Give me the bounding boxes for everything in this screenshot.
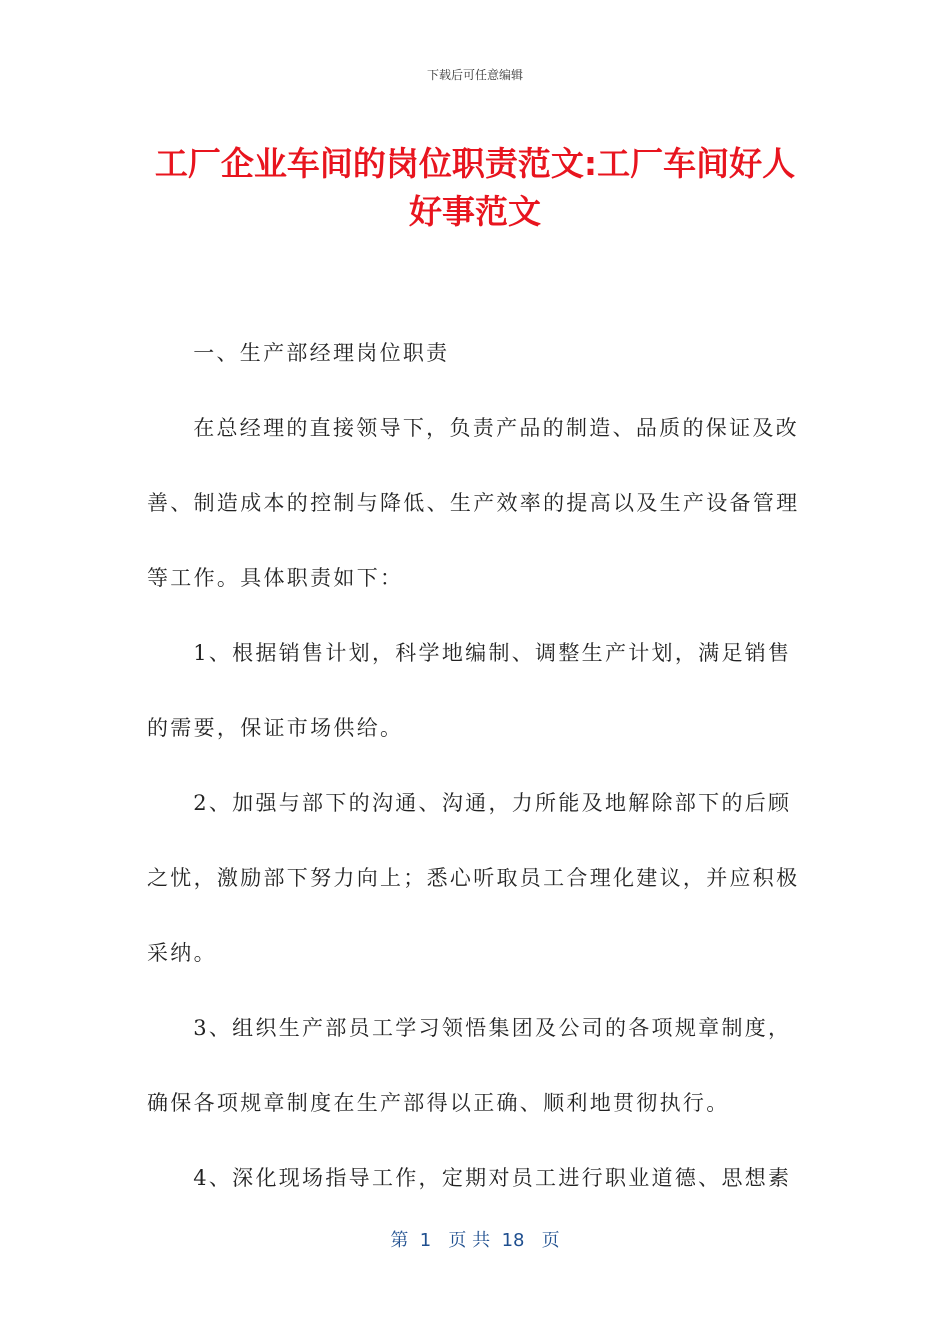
document-body (147, 316, 807, 1216)
paragraph-item-4: 4、深化现场指导工作，定期对员工进行职业道德、思想素 (193, 1166, 792, 1190)
section-heading: 一、生产部经理岗位职责 (193, 341, 450, 365)
paragraph-item-1: 1、根据销售计划，科学地编制、调整生产计划，满足销售的需要，保证市场供给。 (147, 641, 792, 740)
header-note: 下载后可任意编辑 (426, 68, 523, 82)
page-number-footer: 第 1 页 共 18 页 (390, 1230, 560, 1251)
paragraph-intro: 在总经理的直接领导下，负责产品的制造、品质的保证及改善、制造成本的控制与降低、生产效率的提高以及生产设备管理等工作。具体职责如下： (147, 416, 800, 590)
document-title: 工厂企业车间的岗位职责范文:工厂车间好人好事范文 (154, 144, 796, 231)
paragraph-item-3: 3、组织生产部员工学习领悟集团及公司的各项规章制度，确保各项规章制度在生产部得以正确、顺利地贯彻执行。 (147, 1016, 792, 1115)
paragraph-item-2: 2、加强与部下的沟通、沟通，力所能及地解除部下的后顾之忧，激励部下努力向上；悉心听取员工合理化建议，并应积极采纳。 (147, 791, 800, 965)
